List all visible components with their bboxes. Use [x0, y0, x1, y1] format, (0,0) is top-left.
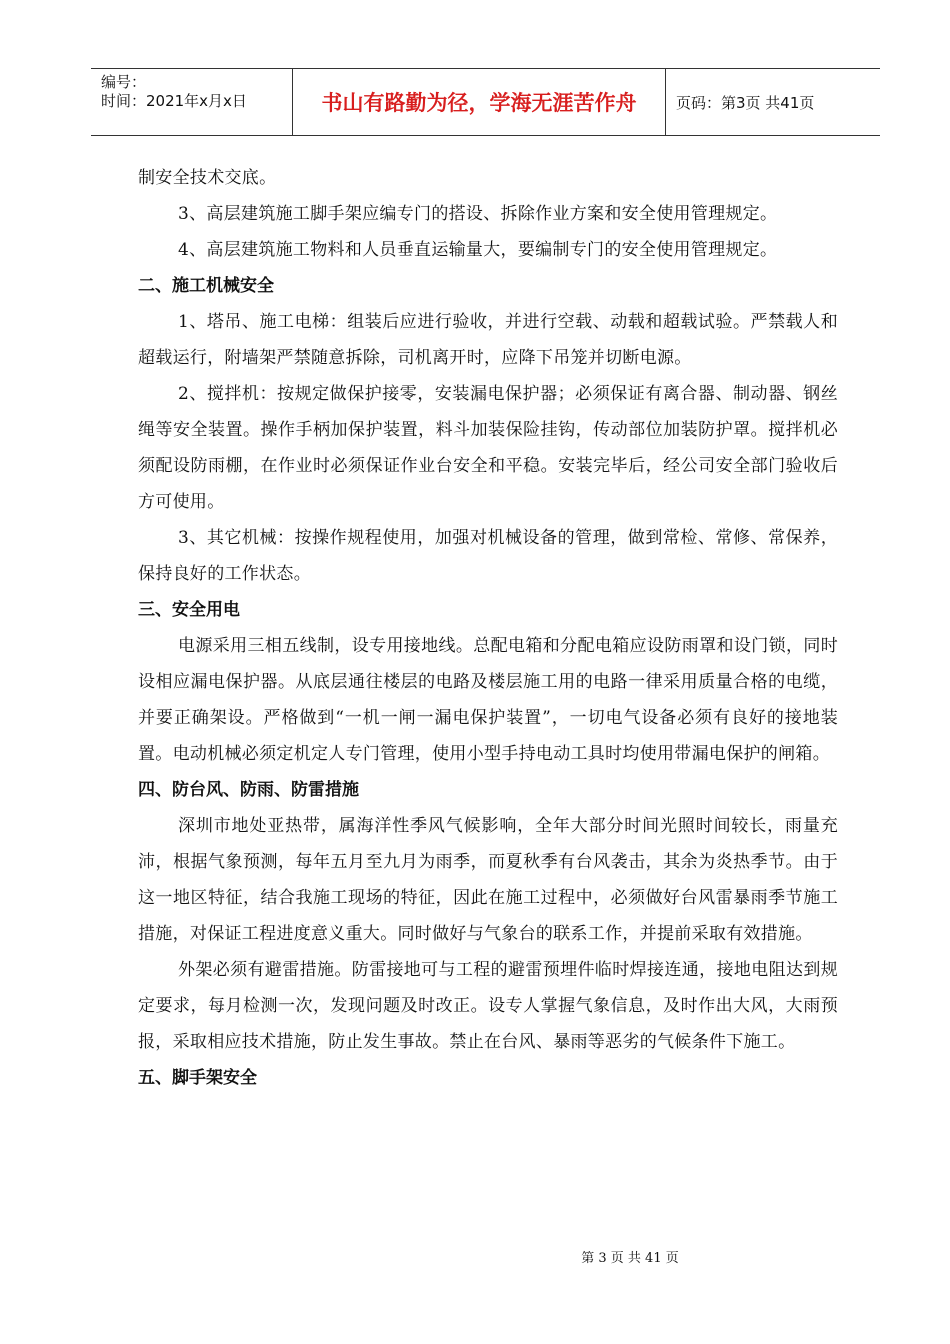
document-body — [138, 160, 838, 1096]
section-heading: 五、脚手架安全 — [138, 1068, 257, 1088]
paragraph: 3、其它机械：按操作规程使用，加强对机械设备的管理，做到常检、常修、常保养，保持良好的工作状态。 — [138, 528, 838, 584]
paragraph: 电源采用三相五线制，设专用接地线。总配电箱和分配电箱应设防雨罩和设门锁，同时设相应漏电保护器。从底层通往楼层的电路及楼层施工用的电路一律采用质量合格的电缆，并要正确架设。严格做到“一机一闸一漏电保护装置”，一切电气设备必须有良好的接地装置。电动机械必须定机定人专门管理，使用小型手持电动工具时均使用带漏电保护的闸箱。 — [138, 636, 838, 764]
paragraph: 1、塔吊、施工电梯：组装后应进行验收，并进行空载、动载和超载试验。严禁载人和超载运行，附墙架严禁随意拆除，司机离开时，应降下吊笼并切断电源。 — [138, 312, 838, 368]
page-header — [91, 68, 880, 136]
header-page-number: 页码：第3页 共41页 — [676, 93, 815, 112]
paragraph: 外架必须有避雷措施。防雷接地可与工程的避雷预埋件临时焊接连通，接地电阻达到规定要求，每月检测一次，发现问题及时改正。设专人掌握气象信息，及时作出大风，大雨预报，采取相应技术措施，防止发生事故。禁止在台风、暴雨等恶劣的气候条件下施工。 — [138, 960, 838, 1052]
paragraph: 2、搅拌机：按规定做保护接零，安装漏电保护器；必须保证有离合器、制动器、钢丝绳等安全装置。操作手柄加保护装置，料斗加装保险挂钩，传动部位加装防护罩。搅拌机必须配设防雨棚，在作业时必须保证作业台安全和平稳。安装完毕后，经公司安全部门验收后方可使用。 — [138, 384, 838, 512]
page-footer: 第 3 页 共 41 页 — [581, 1251, 679, 1266]
document-number-label: 编号： — [101, 73, 147, 91]
header-motto: 书山有路勤为径，学海无涯苦作舟 — [293, 69, 666, 135]
header-info-cell — [91, 69, 293, 135]
document-time-label: 时间：2021年x月x日 — [101, 92, 247, 110]
paragraph: 3、高层建筑施工脚手架应编专门的搭设、拆除作业方案和安全使用管理规定。 — [178, 204, 778, 224]
paragraph: 4、高层建筑施工物料和人员垂直运输量大，要编制专门的安全使用管理规定。 — [178, 240, 778, 260]
section-heading: 四、防台风、防雨、防雷措施 — [138, 780, 359, 800]
section-heading: 三、安全用电 — [138, 600, 240, 620]
paragraph: 制安全技术交底。 — [138, 168, 277, 188]
paragraph: 深圳市地处亚热带，属海洋性季风气候影响，全年大部分时间光照时间较长，雨量充沛，根据气象预测，每年五月至九月为雨季，而夏秋季有台风袭击，其余为炎热季节。由于这一地区特征，结合我施工现场的特征，因此在施工过程中，必须做好台风雷暴雨季节施工措施，对保证工程进度意义重大。同时做好与气象台的联系工作，并提前采取有效措施。 — [138, 816, 838, 944]
section-heading: 二、施工机械安全 — [138, 276, 274, 296]
